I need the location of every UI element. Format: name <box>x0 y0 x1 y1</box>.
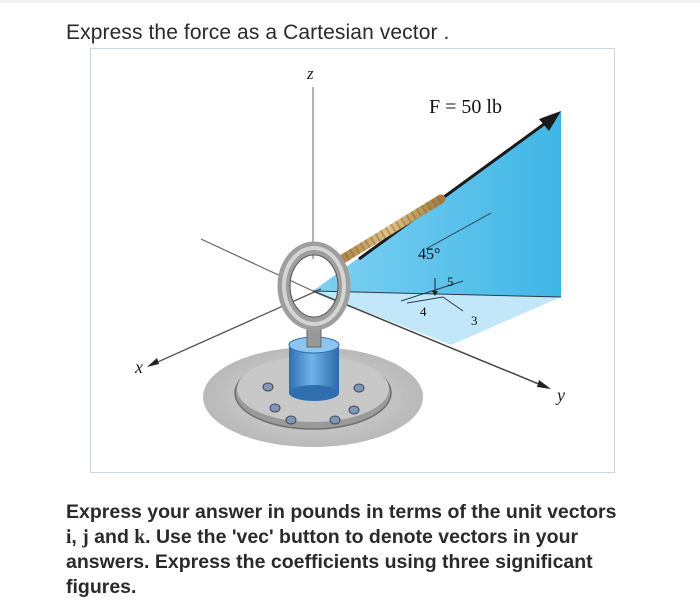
projection-plane-horizontal <box>313 291 561 345</box>
unit-vector-k: k <box>134 527 146 548</box>
instructions-text-2: . Use the 'vec' button to denote vectors in your answers. Express the coefficients using three significant figures. <box>66 526 593 598</box>
angle-label: 45° <box>418 246 441 263</box>
bolt-icon <box>354 384 364 392</box>
question-title: Express the force as a Cartesian vector . <box>66 21 450 44</box>
bolt-icon <box>330 416 340 424</box>
x-axis-arrowhead <box>147 358 159 367</box>
force-label: F = 50 lb <box>429 96 502 118</box>
bolt-icon <box>270 404 280 412</box>
slope-hyp-label: 5 <box>447 274 454 289</box>
y-axis-label: y <box>557 385 565 405</box>
instructions-separator-1: , <box>71 526 83 548</box>
y-axis-arrowhead <box>537 380 551 389</box>
instructions-separator-2: and <box>88 526 135 548</box>
support-post-bottom <box>289 385 339 401</box>
bolt-icon <box>286 416 296 424</box>
slope-leg-b-label: 3 <box>471 313 478 328</box>
figure-panel <box>90 48 615 473</box>
z-axis-label: z <box>307 64 314 83</box>
force-diagram <box>91 49 614 472</box>
unit-vector-j: j <box>82 527 89 548</box>
instructions-text-1: Express your answer in pounds in terms of the unit vectors <box>66 501 617 523</box>
slope-leg-a-label: 4 <box>420 304 427 319</box>
answer-instructions <box>66 500 626 600</box>
bolt-icon <box>263 383 273 391</box>
x-axis-label: x <box>135 357 143 377</box>
bolt-icon <box>349 406 359 414</box>
page-top-divider <box>0 0 700 3</box>
unit-vector-i: i <box>66 527 72 548</box>
